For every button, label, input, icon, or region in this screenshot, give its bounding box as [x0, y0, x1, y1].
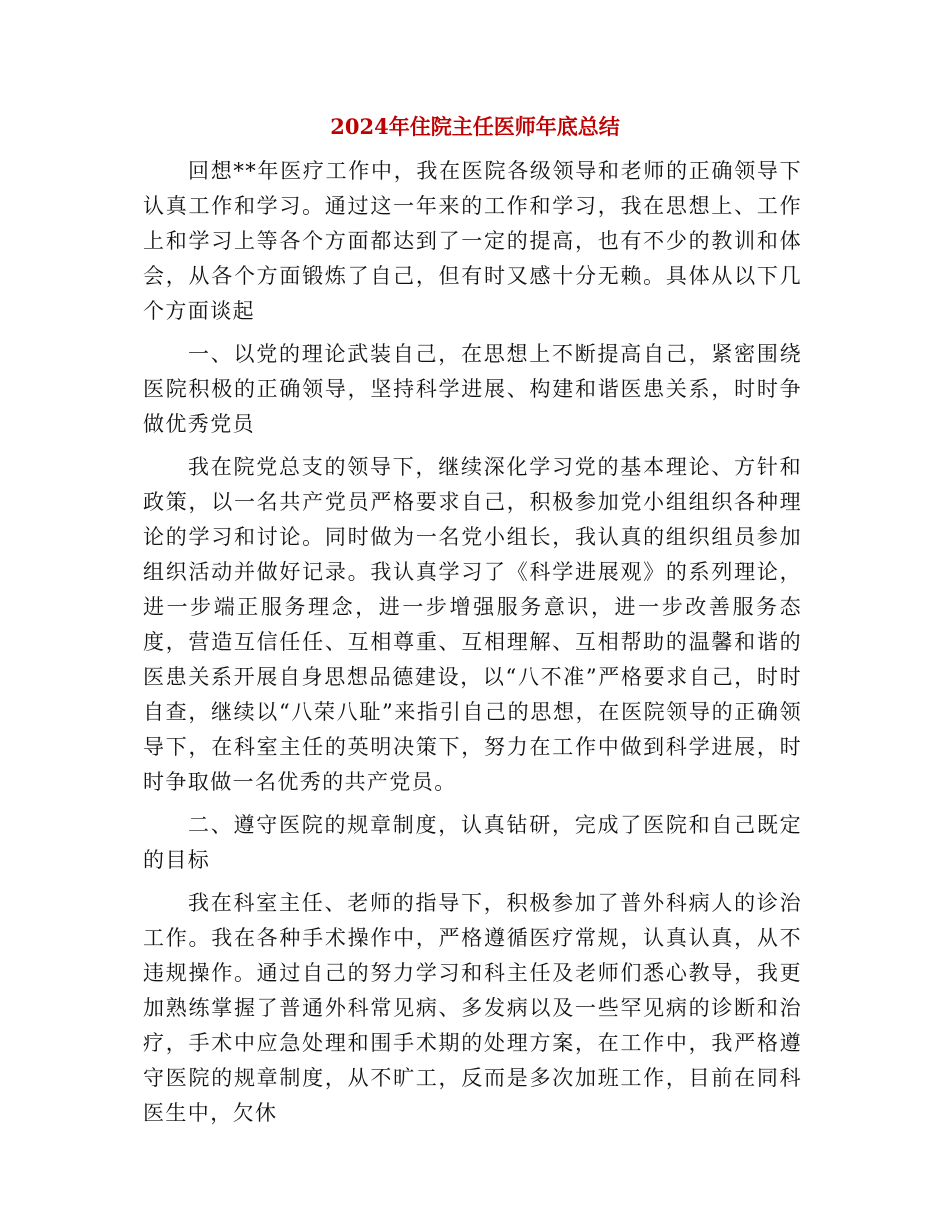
- paragraph-section-two-body: 我在科室主任、老师的指导下，积极参加了普外科病人的诊治工作。我在各种手术操作中，严格遵循医疗常规，认真认真，从不违规操作。通过自己的努力学习和科主任及老师们悉心教导，我更加熟练掌握了普通外科常见病、多发病以及一些罕见病的诊断和治疗，手术中应急处理和围手术期的处理方案，在工作中，我严格遵守医院的规章制度，从不旷工，反而是多次加班工作，目前在同科医生中，欠休: [143, 891, 802, 1125]
- paragraph-section-one-heading: 一、以党的理论武装自己，在思想上不断提高自己，紧密围绕医院积极的正确领导，坚持科学进展、构建和谐医患关系，时时争做优秀党员: [143, 342, 802, 436]
- paragraph-section-one-body: 我在院党总支的领导下，继续深化学习党的基本理论、方针和政策，以一名共产党员严格要求自己，积极参加党小组组织各种理论的学习和讨论。同时做为一名党小组长，我认真的组织组员参加组织活动并做好记录。我认真学习了《科学进展观》的系列理论，进一步端正服务理念，进一步增强服务意识，进一步改善服务态度，营造互信任任、互相尊重、互相理解、互相帮助的温馨和谐的医患关系开展自身思想品德建设，以“八不准”严格要求自己，时时自查，继续以“八荣八耻”来指引自己的思想，在医院领导的正确领导下，在科室主任的英明决策下，努力在工作中做到科学进展，时时争取做一名优秀的共产党员。: [143, 455, 802, 794]
- paragraph-intro: 回想**年医疗工作中，我在医院各级领导和老师的正确领导下认真工作和学习。通过这一年来的工作和学习，我在思想上、工作上和学习上等各个方面都达到了一定的提高，也有不少的教训和体会，从各个方面锻炼了自己，但有时又感十分无赖。具体从以下几个方面谈起: [143, 159, 802, 323]
- document-body: [143, 154, 802, 1139]
- paragraph-section-two-heading: 二、遵守医院的规章制度，认真钻研，完成了医院和自己既定的目标: [143, 813, 802, 872]
- document-title: 2024年住院主任医师年底总结: [330, 114, 620, 139]
